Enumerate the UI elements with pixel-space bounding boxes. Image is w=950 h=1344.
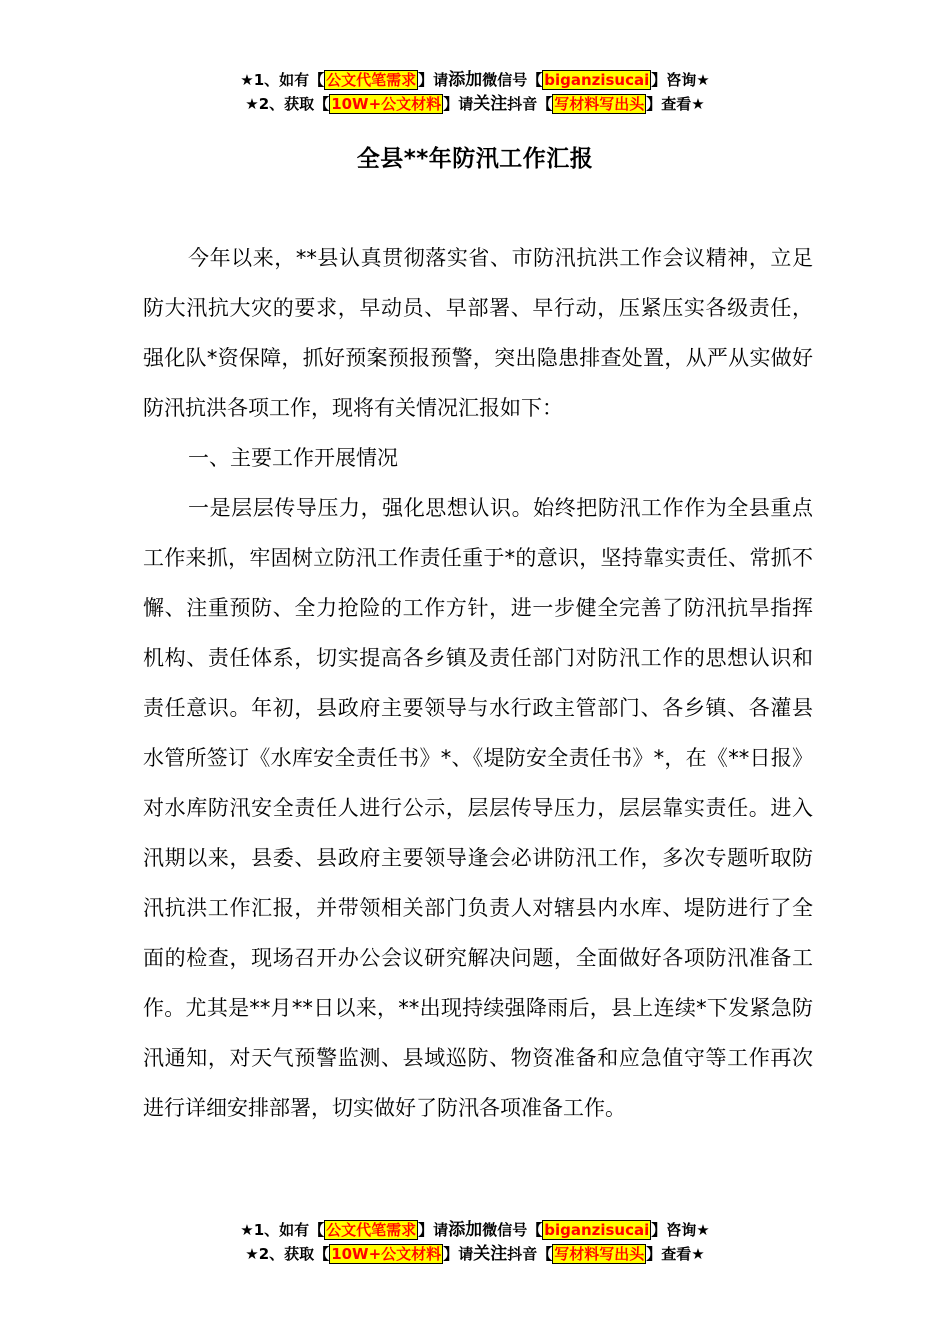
promo-text: 】请 [443,95,474,113]
promo-text: ★2、获取【 [245,95,330,113]
intro-paragraph: 今年以来，**县认真贯彻落实省、市防汛抗洪工作会议精神，立足防大汛抗大灾的要求，早动员、早部署、早行动，压紧压实各级责任，强化队*资保障，抓好预案预报预警，突出隐患排查处置，从严从实做好防汛抗洪各项工作，现将有关情况汇报如下： [143,246,813,420]
promo-text: 】查看★ [646,95,705,113]
douyin-id-tag: 写材料写出头 [554,95,645,113]
highlight-tag: 10W+公文材料 [331,95,442,113]
document-body [143,233,813,1133]
highlight-tag: 公文代笔需求 [326,71,417,89]
highlight-tag: 公文代笔需求 [326,1221,417,1239]
promo-emphasis: 添加 [448,70,483,90]
promo-emphasis: 添加 [448,1220,483,1240]
wechat-id-tag: biganzisucai [544,71,650,89]
promo-line-1 [0,68,950,92]
douyin-id-tag: 写材料写出头 [554,1245,645,1263]
document-title: 全县**年防汛工作汇报 [356,146,594,172]
promo-text: 微信号【 [482,1221,543,1239]
section-heading: 一、主要工作开展情况 [188,446,398,470]
promo-emphasis: 关注 [473,94,508,114]
promo-line-2 [0,1242,950,1266]
promo-text: 】查看★ [646,1245,705,1263]
promo-text: ★2、获取【 [245,1245,330,1263]
promo-text: ★1、如有【 [240,71,325,89]
promo-text: 】请 [418,1221,449,1239]
promo-text: 抖音【 [507,1245,553,1263]
promo-banner-bottom [0,1218,950,1266]
wechat-id-tag: biganzisucai [544,1221,650,1239]
promo-banner-top [0,68,950,116]
body-paragraph: 一是层层传导压力，强化思想认识。始终把防汛工作作为全县重点工作来抓，牢固树立防汛工作责任重于*的意识，坚持靠实责任、常抓不懈、注重预防、全力抢险的工作方针，进一步健全完善了防汛抗旱指挥机构、责任体系，切实提高各乡镇及责任部门对防汛工作的思想认识和责任意识。年初，县政府主要领导与水行政主管部门、各乡镇、各灌县水管所签订《水库安全责任书》*、《堤防安全责任书》*，在《**日报》对水库防汛安全责任人进行公示，层层传导压力，层层靠实责任。进入汛期以来，县委、县政府主要领导逢会必讲防汛工作，多次专题听取防汛抗洪工作汇报，并带领相关部门负责人对辖县内水库、堤防进行了全面的检查，现场召开办公会议研究解决问题，全面做好各项防汛准备工作。尤其是**月**日以来，**出现持续强降雨后，县上连续*下发紧急防汛通知，对天气预警监测、县域巡防、物资准备和应急值守等工作再次进行详细安排部署，切实做好了防汛各项准备工作。 [143,496,813,1120]
highlight-tag: 10W+公文材料 [331,1245,442,1263]
promo-emphasis: 关注 [473,1244,508,1264]
promo-text: 】咨询★ [651,1221,710,1239]
promo-line-1 [0,1218,950,1242]
promo-text: 】请 [418,71,449,89]
promo-text: 微信号【 [482,71,543,89]
promo-text: 】咨询★ [651,71,710,89]
promo-text: 抖音【 [507,95,553,113]
promo-text: 】请 [443,1245,474,1263]
promo-line-2 [0,92,950,116]
promo-text: ★1、如有【 [240,1221,325,1239]
